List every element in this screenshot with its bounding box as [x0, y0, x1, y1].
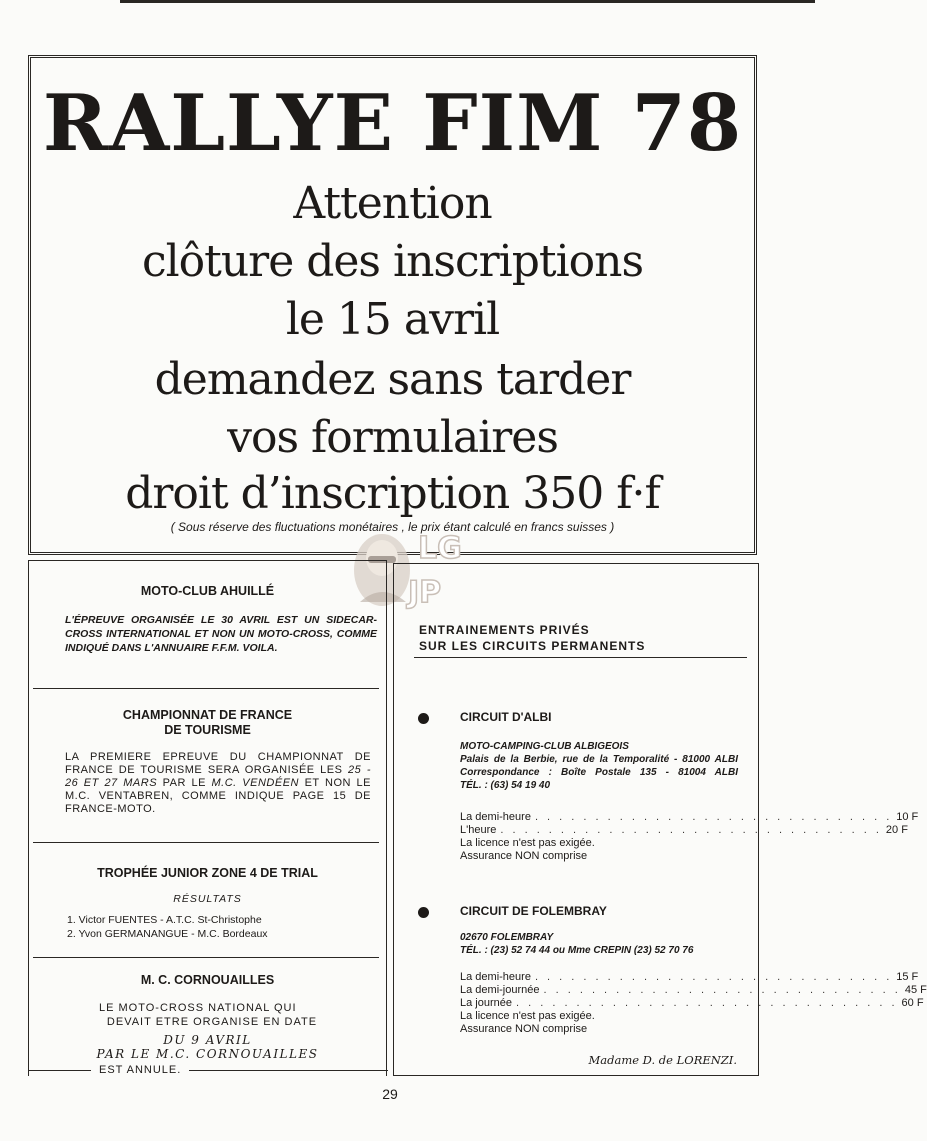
championnat-club: M.C. VENDÉEN — [211, 777, 299, 789]
leader-dots: . . . . . . . . . . . . . . . . . . . . . . . . . . . . . . — [534, 811, 893, 823]
albi-address: Palais de la Berbie, rue de la Temporalité - 81000 ALBI — [460, 754, 738, 765]
championnat-text-a: LA PREMIERE EPREUVE DU CHAMPIONNAT DE FRANCE DE TOURISME SERA ORGANISÉE LES — [65, 751, 371, 776]
training-heading-line1: ENTRAINEMENTS PRIVÉS — [419, 623, 590, 637]
signature: Madame D. de LORENZI. — [588, 1053, 737, 1067]
watermark-jp: JP — [408, 575, 442, 610]
albi-correspondance: Correspondance : Boîte Postale 135 - 81004 ALBI — [460, 767, 738, 778]
bottom-rule-right — [189, 1070, 388, 1071]
leader-dots: . . . . . . . . . . . . . . . . . . . . . . . . . . . . . . — [534, 971, 893, 983]
page-number: 29 — [382, 1086, 398, 1102]
price-value: 60 F — [901, 997, 924, 1009]
championnat-title-line2: DE TOURISME — [164, 723, 251, 737]
folembray-prices — [460, 971, 927, 1036]
watermark-lg: LG — [418, 531, 462, 566]
price-label: La journée — [460, 997, 512, 1009]
cornouailles-line3: DU 9 AVRIL — [163, 1033, 252, 1047]
ad-footnote: ( Sous réserve des fluctuations monétaires , le prix étant calculé en francs suisses ) — [170, 520, 615, 534]
albi-licence: La licence n'est pas exigée. — [460, 837, 595, 849]
price-value: 45 F — [904, 984, 927, 996]
folembray-address: 02670 FOLEMBRAY — [460, 932, 554, 943]
divider — [414, 657, 747, 658]
leader-dots: . . . . . . . . . . . . . . . . . . . . . . . . . . . . . . . . — [500, 824, 882, 836]
cornouailles-line1: LE MOTO-CROSS NATIONAL QUI — [99, 1002, 297, 1014]
championnat-text — [65, 751, 371, 816]
leader-dots: . . . . . . . . . . . . . . . . . . . . . . . . . . . . . . . . — [516, 997, 898, 1009]
training-heading — [419, 622, 645, 654]
albi-assurance: Assurance NON comprise — [460, 850, 588, 862]
circuit-folembray-name: CIRCUIT DE FOLEMBRAY — [460, 904, 607, 918]
circuit-folembray — [418, 904, 927, 1044]
ad-line-cloture: clôture des inscriptions — [141, 236, 644, 287]
championnat-title — [29, 708, 386, 738]
price-row — [460, 824, 908, 837]
championnat-text-c: PAR LE — [157, 777, 212, 789]
bullet-icon — [418, 713, 429, 724]
price-label: La demi-journée — [460, 984, 540, 996]
training-heading-line2: SUR LES CIRCUITS PERMANENTS — [419, 639, 646, 653]
price-label: La demi-heure — [460, 811, 531, 823]
trophee-results — [67, 913, 268, 941]
ad-line-date: le 15 avril — [285, 294, 500, 345]
cornouailles-line5: EST ANNULE. — [99, 1064, 182, 1076]
ad-line-demandez: demandez sans tarder — [154, 354, 631, 405]
albi-club: MOTO-CAMPING-CLUB ALBIGEOIS — [460, 741, 629, 752]
price-label: La demi-heure — [460, 971, 531, 983]
divider — [33, 842, 379, 843]
folembray-assurance: Assurance NON comprise — [460, 1023, 588, 1035]
divider — [33, 957, 379, 958]
folembray-licence: La licence n'est pas exigée. — [460, 1010, 595, 1022]
albi-tel: TÉL. : (63) 54 19 40 — [460, 780, 551, 791]
moto-club-title: MOTO-CLUB AHUILLÉ — [140, 584, 275, 598]
circuit-albi-info — [460, 740, 738, 792]
cornouailles-line2: DEVAIT ETRE ORGANISE EN DATE — [106, 1016, 318, 1028]
price-row — [460, 984, 927, 997]
trophee-subtitle: RÉSULTATS — [173, 893, 242, 905]
rallye-advertisement — [28, 55, 757, 555]
championnat-dates: 25 - 26 ET 27 MARS — [65, 764, 371, 789]
ad-line-formulaires: vos formulaires — [227, 412, 558, 463]
championnat-text-e: ET NON LE M.C. VENTABREN, COMME INDIQUE PAGE 15 DE FRANCE-MOTO. — [65, 777, 371, 815]
top-rule — [120, 0, 815, 3]
leader-dots: . . . . . . . . . . . . . . . . . . . . . . . . . . . . . . — [543, 984, 901, 996]
price-value: 15 F — [896, 971, 919, 983]
cornouailles-end — [29, 1064, 388, 1076]
circuit-folembray-info — [460, 931, 738, 957]
right-column — [393, 563, 927, 1076]
divider — [33, 688, 379, 689]
championnat-title-line1: CHAMPIONNAT DE FRANCE — [122, 708, 293, 722]
price-row — [460, 811, 919, 824]
price-value: 10 F — [896, 811, 919, 823]
trophee-result-1: 1. Victor FUENTES - A.T.C. St-Christophe — [67, 914, 262, 926]
trophee-result-2: 2. Yvon GERMANANGUE - M.C. Bordeaux — [67, 928, 268, 940]
circuit-albi-name: CIRCUIT D'ALBI — [460, 710, 552, 724]
trophee-title: TROPHÉE JUNIOR ZONE 4 DE TRIAL — [97, 866, 318, 880]
ad-line-droit: droit d’inscription 350 f·f — [125, 468, 660, 519]
ad-title: RALLYE FIM 78 — [42, 78, 743, 169]
moto-club-text: L'ÉPREUVE ORGANISÉE LE 30 AVRIL EST UN SIDECAR-CROSS INTERNATIONAL ET NON UN MOTO-CROSS, COMME INDIQUÉ DANS L'ANNUAIRE F.F.M. VOILA. — [65, 614, 377, 654]
cornouailles-title: M. C. CORNOUAILLES — [140, 973, 275, 987]
bottom-rule-left — [29, 1070, 91, 1071]
price-label: L'heure — [460, 824, 497, 836]
price-row — [460, 971, 919, 984]
folembray-tel: TÉL. : (23) 52 74 44 ou Mme CREPIN (23) 52 70 76 — [460, 945, 694, 956]
albi-prices — [460, 811, 919, 863]
left-column — [28, 560, 387, 1076]
ad-line-attention: Attention — [293, 178, 492, 229]
price-row — [460, 997, 924, 1010]
price-value: 20 F — [885, 824, 908, 836]
bullet-icon — [418, 907, 429, 918]
cornouailles-line4: PAR LE M.C. CORNOUAILLES — [96, 1047, 319, 1061]
